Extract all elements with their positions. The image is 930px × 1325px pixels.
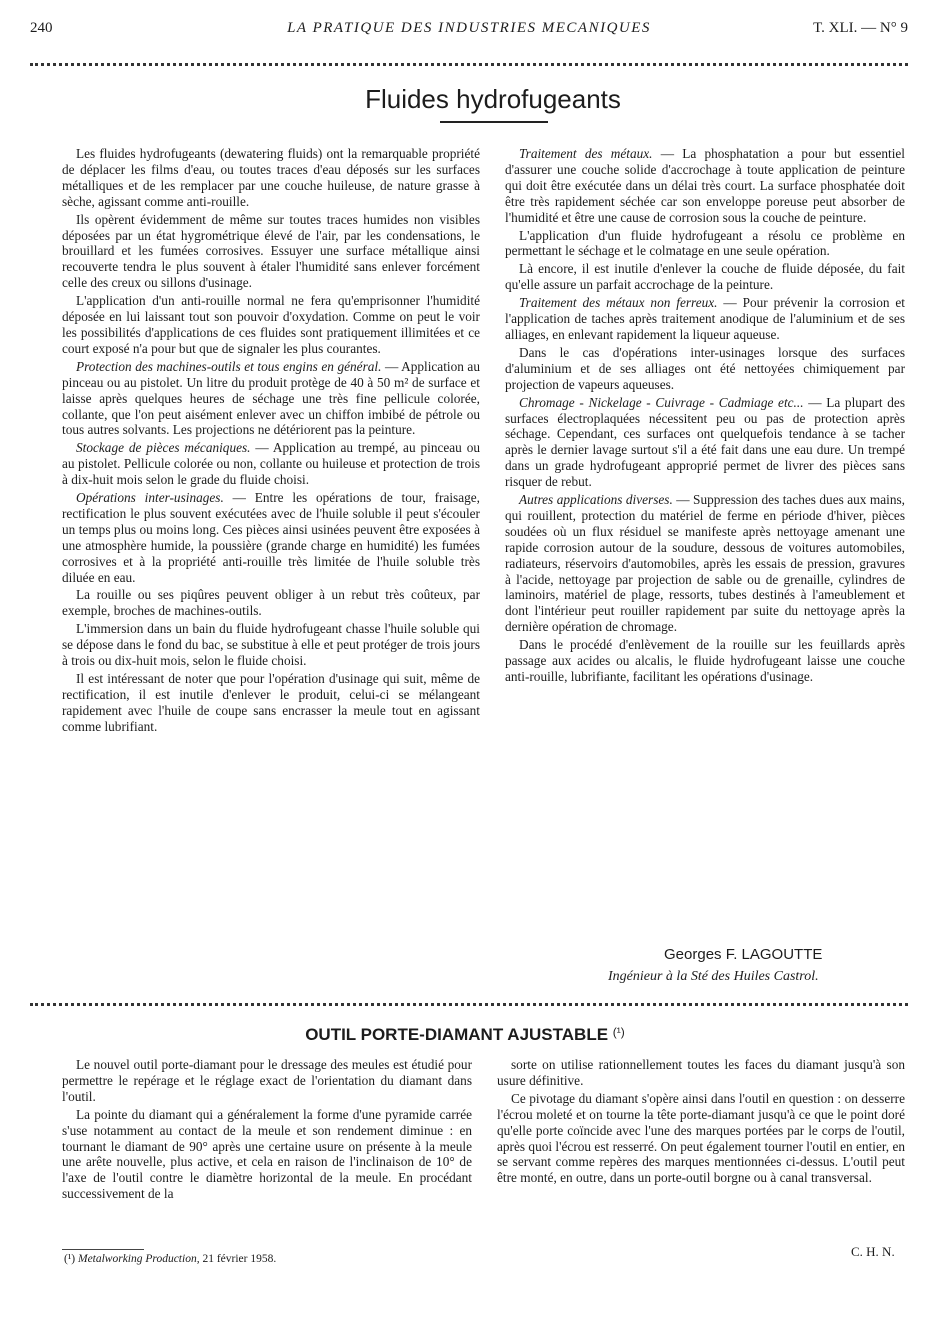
journal-title: LA PRATIQUE DES INDUSTRIES MECANIQUES xyxy=(287,20,651,36)
paragraph xyxy=(62,1107,472,1202)
article2-title-text: OUTIL PORTE-DIAMANT AJUSTABLE xyxy=(305,1025,609,1044)
volume-number: T. XLI. — N° 9 xyxy=(813,20,908,36)
article2-column-left xyxy=(62,1057,472,1204)
paragraph xyxy=(62,146,480,210)
paragraph-text: L'immersion dans un bain du fluide hydrofugeant chasse l'huile soluble qui se dépose dans le fond du bac, se substitue à elle et peut protéger de trois jours à trois ou dix-huit mois, selon le fluide choisi. xyxy=(62,621,480,669)
paragraph xyxy=(62,621,480,669)
paragraph-text: — La phosphatation a pour but essentiel d'assurer une couche solide d'accrochage à toute application de peinture qui doit être exécutée dans un délai très court. La surface phosphatée doit être très rapidement séchée car son enveloppe poreuse peut absorber de l'humidité et être une cause de corrosion sous la couche de peinture. xyxy=(505,146,906,225)
running-header xyxy=(30,20,908,44)
paragraph xyxy=(62,212,480,292)
paragraph xyxy=(62,1057,472,1105)
paragraph-text: — La plupart des surfaces électroplaquées nécessitent peu ou pas de protection après séchage. Cependant, ces surfaces ont quelquefois tendance à se tacher après le dernier lavage surtout s'il a été fait dans une eau dure. Un trempé dans un grade hydrofugeant approprié permet de livrer des pièces sans risquer de rebut. xyxy=(505,394,905,490)
paragraph-text: — Application au trempé, au pinceau ou au pistolet. Pellicule colorée ou non, collante ou huileuse et protection de trois à dix-huit mois selon le grade du fluide choisi. xyxy=(62,440,481,488)
paragraph xyxy=(62,490,480,585)
paragraph-heading: Autres applications diverses. xyxy=(519,492,673,508)
paragraph-heading: Traitement des métaux non ferreux. xyxy=(519,295,718,311)
paragraph xyxy=(505,228,905,260)
paragraph xyxy=(505,395,905,490)
paragraph-text: sorte on utilise rationnellement toutes les faces du diamant jusqu'à son usure définitive. xyxy=(497,1057,905,1088)
paragraph xyxy=(505,492,905,635)
paragraph-text: Ils opèrent évidemment de même sur toutes traces humides non visibles déposées par un état hygrométrique élevé de l'air, par les condensations, le brouillard et les fumées corrosives. Essuyer une surface métallique ainsi recouverte tendra le plus souvent à étaler l'humidité sans enlever forcément celle des creux ou sillons d'usinage. xyxy=(62,211,480,291)
footnote-rule xyxy=(62,1249,144,1250)
author-role: Ingénieur à la Sté des Huiles Castrol. xyxy=(608,969,819,984)
paragraph xyxy=(505,345,905,393)
paragraph-heading: Chromage - Nickelage - Cuivrage - Cadmiage etc... xyxy=(519,394,804,410)
dotted-divider-top xyxy=(30,63,908,66)
paragraph-heading: Traitement des métaux. xyxy=(519,146,653,161)
paragraph-text: Il est intéressant de noter que pour l'opération d'usinage qui suit, même de rectification, il est inutile d'enlever le produit, celui-ci se mélangeant rapidement avec l'huile de coupe sans encrasser la meule tout en agissant comme lubrifiant. xyxy=(62,671,480,734)
paragraph-heading: Opérations inter-usinages. xyxy=(76,490,224,506)
paragraph-text: L'application d'un fluide hydrofugeant a résolu ce problème en permettant le séchage et le colmatage en une seule opération. xyxy=(505,227,905,259)
paragraph xyxy=(62,587,480,619)
paragraph-text: — Pour prévenir la corrosion et l'application de taches après traitement anodique de l'aluminium et de ses alliages, en enlevant rapidement la liqueur aqueuse. xyxy=(505,295,905,342)
paragraph xyxy=(62,440,480,488)
article1-column-left xyxy=(62,146,480,737)
paragraph-text: Le nouvel outil porte-diamant pour le dressage des meules est étudié pour permettre le repérage et le réglage exact de l'orientation du diamant dans l'outil. xyxy=(62,1057,472,1104)
title-underline xyxy=(440,121,548,123)
paragraph xyxy=(62,671,480,735)
paragraph xyxy=(62,359,480,439)
paragraph-text: Là encore, il est inutile d'enlever la couche de fluide déposée, du fait qu'elle assure un parfait accrochage de la peinture. xyxy=(505,261,905,293)
footnote xyxy=(64,1253,276,1265)
paragraph-text: Dans le procédé d'enlèvement de la rouille sur les feuillards après passage aux acides ou alcalis, le fluide hydrofugeant laisse une couche anti-rouille, lubrifiante, facilitant les opérations d'usinage. xyxy=(505,637,905,684)
paragraph-text: Les fluides hydrofugeants (dewatering fluids) ont la remarquable propriété de déplacer les films d'eau, ou toutes traces d'eau déposés sur les surfaces métalliques et de les remplacer par une couche huileuse, de nature grasse à sèche, agissant comme anti-rouille. xyxy=(62,146,480,209)
footnote-mark: (¹) xyxy=(64,1253,76,1265)
paragraph xyxy=(62,293,480,357)
dotted-divider-middle xyxy=(30,1003,908,1006)
paragraph-heading: Stockage de pièces mécaniques. xyxy=(76,440,251,456)
author-name: Georges F. LAGOUTTE xyxy=(664,946,823,963)
paragraph-text: La pointe du diamant qui a généralement la forme d'une pyramide carrée s'use notamment au contact de la meule et son rendement diminue : en tournant le diamant de 90° après une certaine usure on présente à la meule une arête nouvelle, plus active, et cela en raison de l'inclinaison de 10° de l'axe de l'outil contre le diamètre horizontal de la meule. En procédant successivement de la xyxy=(62,1106,472,1202)
paragraph xyxy=(505,261,905,293)
article2-column-right xyxy=(497,1057,905,1188)
paragraph-text: — Entre les opérations de tour, fraisage, rectification le plus souvent exécutées avec de l'huile soluble il peut s'écouler un temps plus ou moins long. Ces pièces ainsi usinées peuvent être exposées à une atmosphère humide, la poussière (grande charge en humidité) les fumées corrosives et à la propriété anti-rouille très limitée de l'huile soluble très diluée en eau. xyxy=(62,490,480,585)
footnote-source: Metalworking Production, xyxy=(77,1253,200,1265)
paragraph-text: L'application d'un anti-rouille normal ne fera qu'emprisonner l'humidité déposée en lui laissant tout son pouvoir d'oxydation. Comme on peut le voir les possibilités d'applications de ces fluides sont pratiquement illimitées et ce court exposé n'a pour but que de signaler les plus courantes. xyxy=(62,293,480,356)
article1-column-right xyxy=(505,146,905,687)
footnote-reference: (¹) xyxy=(612,1025,625,1039)
paragraph-text: — Suppression des taches dues aux mains, qui rouillent, protection du matériel de ferme en période d'hiver, pièces soudées où un flux résiduel se manifeste après nettoyage amenant une rapide corrosion autour de la soudure, dessous de voitures automobiles, radiateurs, réservoirs d'automobiles, après les essais de pression, gravures à l'acide, nettoyage par projection de sable ou de grenaille, cylindres de laminoirs, matériel de plage, ressorts, tubes destinés à l'ameublement et dont l'intérieur peut rouiller rapidement par suite du nettoyage après la dernière opération de chromage. xyxy=(505,492,906,635)
paragraph xyxy=(497,1057,905,1089)
author-initials: C. H. N. xyxy=(851,1244,895,1259)
article-title: Fluides hydrofugeants xyxy=(365,84,621,114)
footnote-date: 21 février 1958. xyxy=(202,1253,277,1265)
paragraph xyxy=(505,637,905,685)
paragraph-text: — Application au pinceau ou au pistolet. Un litre du produit protège de 40 à 50 m² de surface et laisse après quelques heures de séchage une très fine pellicule colorée, collante, que l'on peut aisément enlever avec un chiffon imbibé de pétrole ou tous autres solvants. Les projections ne détériorent pas la peinture. xyxy=(62,358,480,438)
article2-title xyxy=(0,1025,930,1045)
paragraph xyxy=(497,1091,905,1186)
paragraph-heading: Protection des machines-outils et tous engins en général. xyxy=(76,358,382,374)
paragraph-text: Ce pivotage du diamant s'opère ainsi dans l'outil en question : on desserre l'écrou moleté et on tourne la tête porte-diamant jusqu'à ce que le point doré qu'elle porte coïncide avec l'une des marques portées par le corps de l'outil, après quoi l'écrou est resserré. On peut également tourner l'outil en entier, en se servant comme repères des marques mentionnées ci-dessus. L'outil peut être monté, en outre, dans un porte-outil borgne ou à canal transversal. xyxy=(497,1090,905,1186)
paragraph-text: La rouille ou ses piqûres peuvent obliger à un rebut très coûteux, par exemple, broches de machines-outils. xyxy=(62,587,480,619)
page-number: 240 xyxy=(30,20,53,36)
paragraph xyxy=(505,295,905,343)
paragraph xyxy=(505,146,905,226)
paragraph-text: Dans le cas d'opérations inter-usinages lorsque des surfaces d'aluminium et de ses alliages ont été nettoyées chimiquement par projection de vapeurs aqueuses. xyxy=(505,344,905,392)
